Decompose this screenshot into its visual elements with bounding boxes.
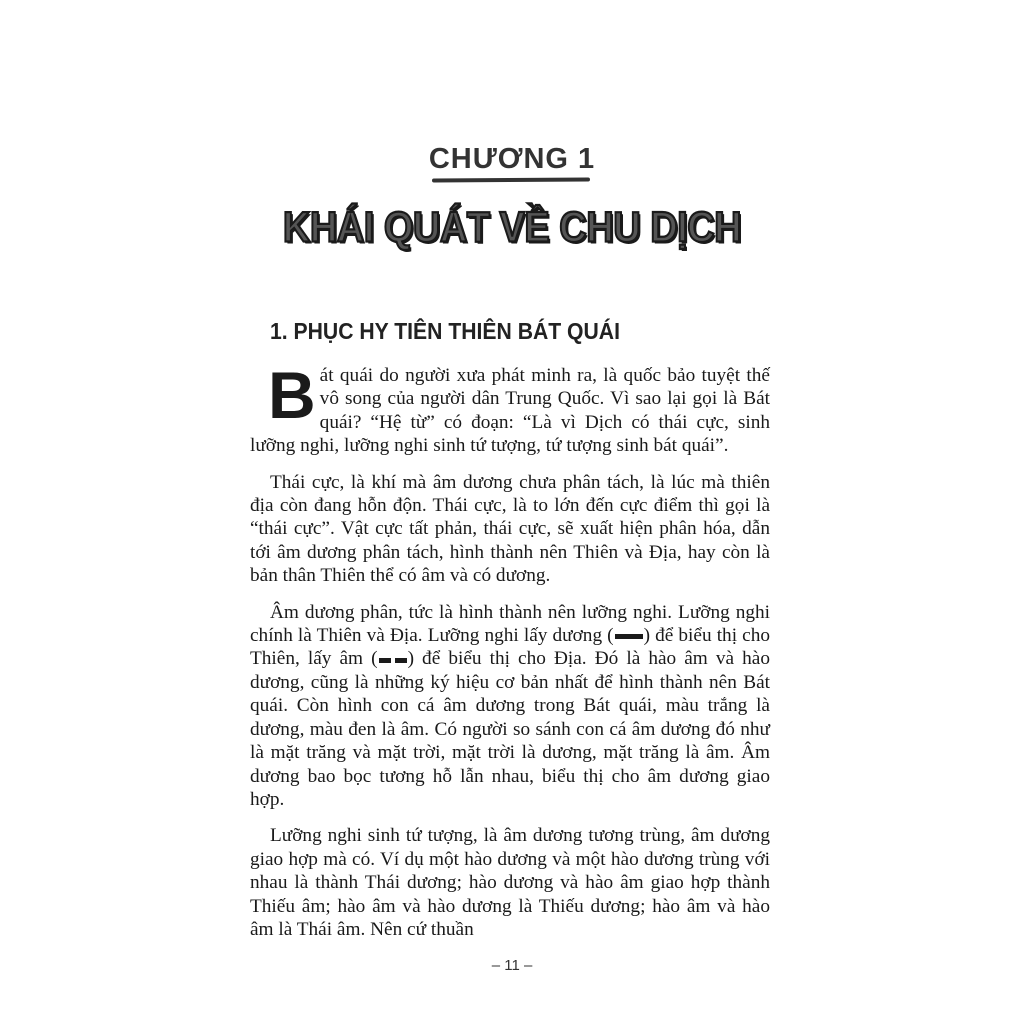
section-heading: 1. PHỤC HY TIÊN THIÊN BÁT QUÁI	[270, 318, 620, 344]
body-text	[250, 358, 770, 954]
yang-line-icon	[615, 634, 643, 639]
paragraph-3	[250, 601, 770, 812]
paragraph-3-part-b: ) để biểu thị cho Thiên, lấy âm (	[250, 625, 770, 670]
paragraph-1	[250, 358, 770, 458]
drop-cap: B	[268, 358, 316, 432]
paragraph-2: Thái cực, là khí mà âm dương chưa phân tách, là lúc mà thiên địa còn đang hỗn độn. Thái cực, là to lớn đến cực điểm thì gọi là “thái cực”. Vật cực tất phản, thái cực, sẽ xuất hiện phân hóa, dẫn tới âm dương phân tách, hình thành nên Thiên và Địa, hay còn là bản thân Thiên thể có âm và có dương.	[250, 471, 770, 587]
yin-line-icon	[379, 658, 407, 663]
paragraph-3-part-a: Âm dương phân, tức là hình thành nên lưỡng nghi. Lưỡng nghi chính là Thiên và Địa. Lưỡng nghi lấy dương (	[250, 601, 770, 647]
chapter-title: KHÁI QUÁT VỀ CHU DỊCH	[282, 204, 742, 252]
chapter-underline	[432, 177, 590, 182]
page-number: – 11 –	[491, 957, 533, 974]
paragraph-1-text: át quái do người xưa phát minh ra, là quốc bảo tuyệt thế vô song của người dân Trung Quốc. Vì sao lại gọi là Bát quái? “Hệ từ” có đoạn: “Là vì Dịch có thái cực, sinh lưỡng nghi, lưỡng nghi sinh tứ tượng, tứ tượng sinh bát quái”.	[250, 365, 770, 457]
paragraph-4: Lưỡng nghi sinh tứ tượng, là âm dương tương trùng, âm dương giao hợp mà có. Ví dụ một hào dương và một hào dương trùng với nhau là thành Thái dương; hào dương và hào âm giao hợp thành Thiếu âm; hào âm và hào dương là Thiếu dương; hào âm và hào âm là Thái âm. Nên cứ thuần	[250, 825, 770, 940]
paragraph-3-part-c: ) để biểu thị cho Địa. Đó là hào âm và hào dương, cũng là những ký hiệu cơ bản nhất để hình thành nên Bát quái. Còn hình con cá âm dương trong Bát quái, màu trắng là dương, màu đen là âm. Có người so sánh con cá âm dương đó như là mặt trăng và mặt trời, mặt trời là dương, mặt trăng là âm. Âm dương bao bọc tương hỗ lẫn nhau, biểu thị cho âm dương giao hợp.	[250, 648, 770, 810]
chapter-label: CHƯƠNG 1	[428, 143, 596, 175]
